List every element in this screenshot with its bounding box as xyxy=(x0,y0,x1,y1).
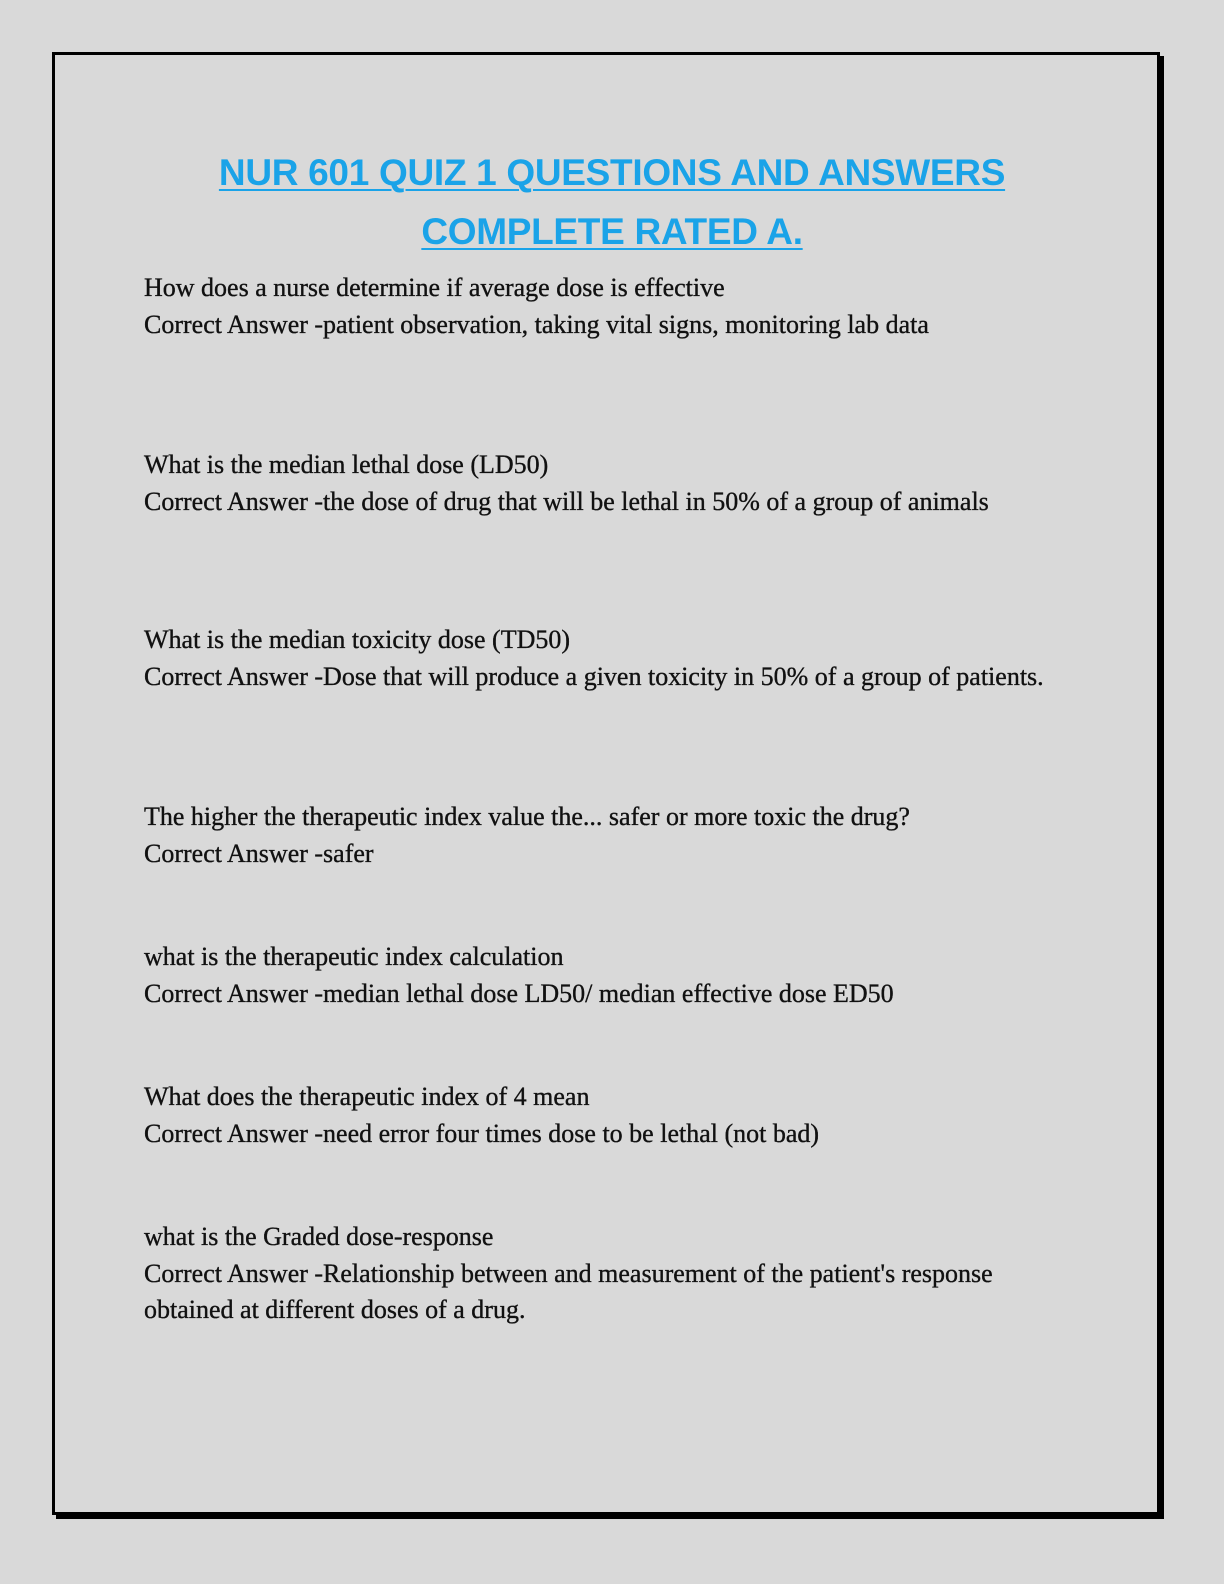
question-text: what is the therapeutic index calculation xyxy=(144,942,564,971)
question-text: The higher the therapeutic index value the... safer or more toxic the drug? xyxy=(144,802,910,831)
qa-item xyxy=(144,622,1084,695)
answer-text: Correct Answer -patient observation, taking vital signs, monitoring lab data xyxy=(144,309,929,339)
qa-item xyxy=(144,447,1084,520)
document-title xyxy=(0,143,1224,261)
question-text: What is the median toxicity dose (TD50) xyxy=(144,625,571,654)
document-title-line-2: COMPLETE RATED A. xyxy=(421,211,803,252)
document-title-line-1: NUR 601 QUIZ 1 QUESTIONS AND ANSWERS xyxy=(218,152,1006,193)
question-text: How does a nurse determine if average dose is effective xyxy=(144,273,725,302)
question-text: What is the median lethal dose (LD50) xyxy=(144,450,549,479)
answer-text: Correct Answer -the dose of drug that will be lethal in 50% of a group of animals xyxy=(144,486,989,516)
answer-text: Correct Answer -Dose that will produce a given toxicity in 50% of a group of patients. xyxy=(144,661,1044,691)
qa-item xyxy=(144,939,1084,1012)
qa-item xyxy=(144,1079,1084,1152)
answer-text: Correct Answer -need error four times dose to be lethal (not bad) xyxy=(144,1118,820,1148)
qa-item xyxy=(144,270,1084,343)
answer-text: Correct Answer -median lethal dose LD50/ median effective dose ED50 xyxy=(144,978,894,1008)
qa-item xyxy=(144,1219,1084,1329)
question-text: What does the therapeutic index of 4 mean xyxy=(144,1082,590,1111)
answer-text: Correct Answer -safer xyxy=(144,838,374,868)
answer-text: Correct Answer -Relationship between and measurement of the patient's response obtained at different doses of a drug. xyxy=(144,1258,993,1324)
question-text: what is the Graded dose-response xyxy=(144,1222,494,1251)
qa-item xyxy=(144,799,1084,872)
